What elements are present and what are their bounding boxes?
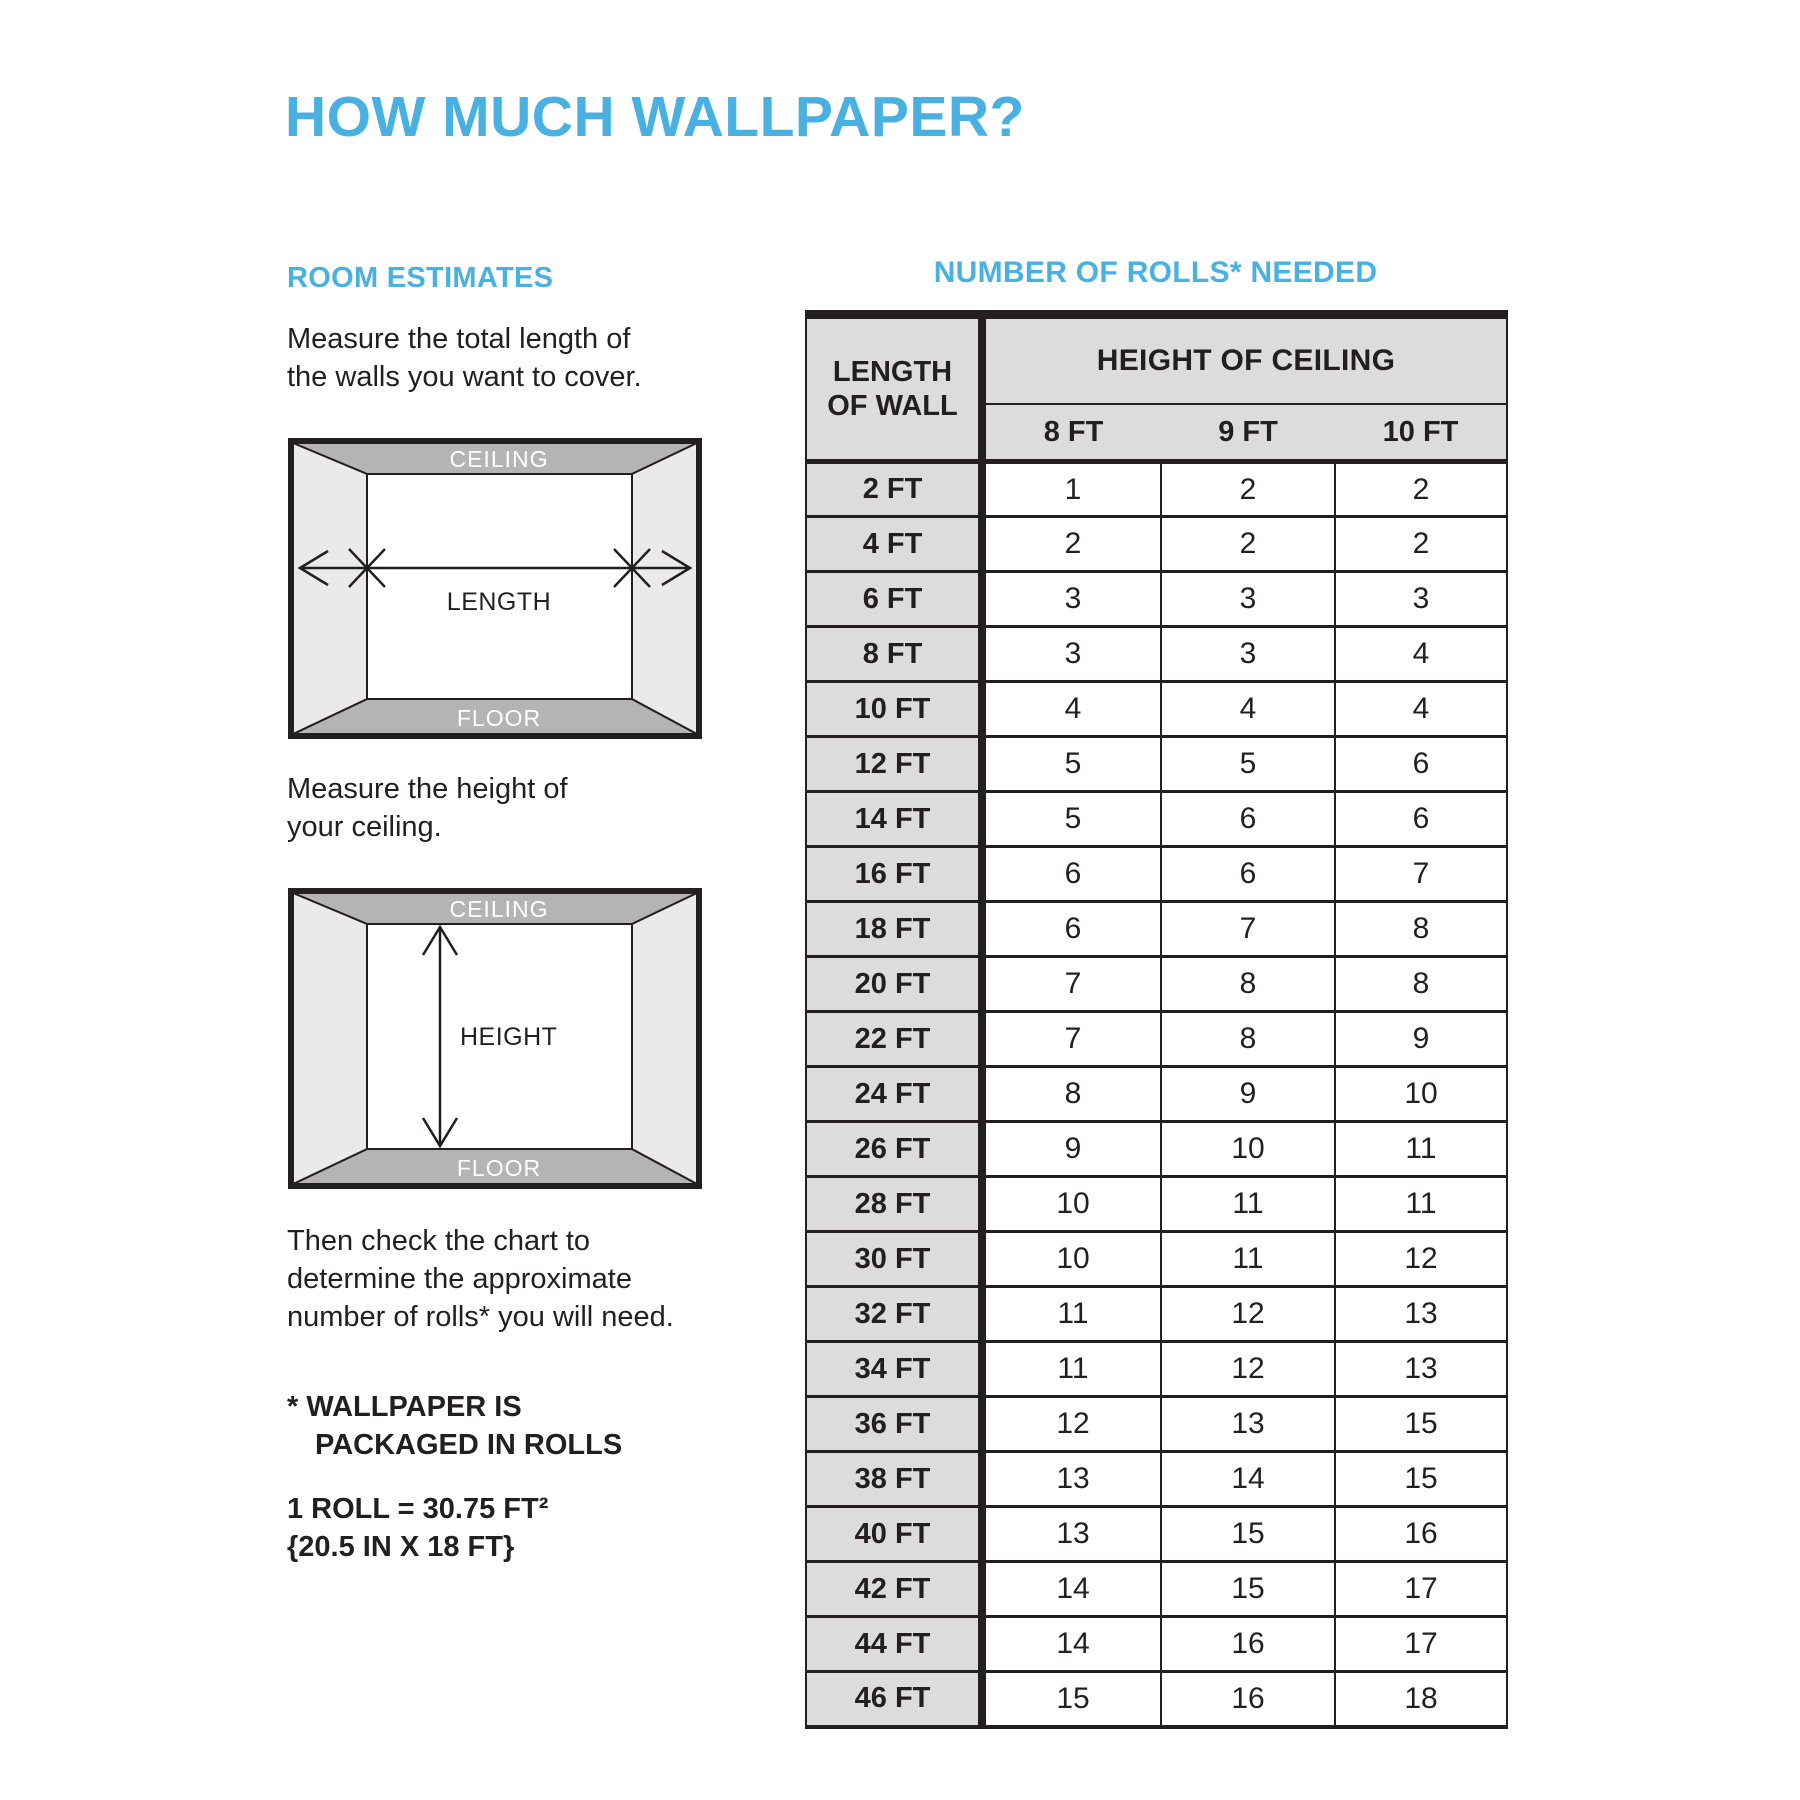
row-label: 32 FT (806, 1287, 982, 1342)
room-diagram-length (288, 438, 702, 739)
table-row (806, 1397, 1507, 1452)
row-label: 2 FT (806, 462, 982, 517)
rolls-cell: 4 (982, 682, 1161, 737)
table-row (806, 572, 1507, 627)
rolls-cell: 6 (982, 902, 1161, 957)
table-row (806, 1342, 1507, 1397)
back-wall-face (367, 474, 632, 699)
row-label: 16 FT (806, 847, 982, 902)
rolls-cell: 6 (1335, 792, 1507, 847)
rolls-cell: 11 (1335, 1122, 1507, 1177)
length-label: LENGTH (446, 588, 552, 616)
step-measure-length (287, 320, 642, 396)
table-row (806, 1012, 1507, 1067)
step-line: Measure the height of (287, 773, 568, 805)
ceiling-caption: CEILING (449, 896, 549, 922)
table-row (806, 1177, 1507, 1232)
table-row (806, 1067, 1507, 1122)
col-header-9ft: 9 FT (1161, 404, 1335, 462)
table-row (806, 1232, 1507, 1287)
rolls-cell: 17 (1335, 1617, 1507, 1672)
row-label: 14 FT (806, 792, 982, 847)
roll-spec-line: 1 ROLL = 30.75 FT² (287, 1493, 549, 1525)
rolls-cell: 11 (982, 1287, 1161, 1342)
table-row (806, 792, 1507, 847)
rolls-cell: 8 (1161, 1012, 1335, 1067)
floor-caption: FLOOR (456, 1155, 542, 1181)
step-line: number of rolls* you will need. (287, 1301, 674, 1333)
rolls-cell: 4 (1161, 682, 1335, 737)
row-label: 42 FT (806, 1562, 982, 1617)
rolls-cell: 3 (982, 572, 1161, 627)
rolls-cell: 9 (1161, 1067, 1335, 1122)
step-line: Then check the chart to (287, 1225, 591, 1257)
row-label: 12 FT (806, 737, 982, 792)
roll-spec-line: {20.5 IN X 18 FT} (287, 1531, 515, 1563)
rolls-cell: 6 (1335, 737, 1507, 792)
table-row (806, 1122, 1507, 1177)
rolls-cell: 15 (1335, 1397, 1507, 1452)
rolls-cell: 3 (1161, 572, 1335, 627)
row-axis-label: LENGTH OF WALL (806, 315, 982, 462)
rolls-cell: 10 (982, 1232, 1161, 1287)
rolls-cell: 3 (982, 627, 1161, 682)
rolls-cell: 6 (982, 847, 1161, 902)
row-label: 24 FT (806, 1067, 982, 1122)
rolls-cell: 14 (1161, 1452, 1335, 1507)
rolls-cell: 18 (1335, 1672, 1507, 1727)
rolls-cell: 15 (1161, 1507, 1335, 1562)
table-row (806, 847, 1507, 902)
rolls-cell: 6 (1161, 847, 1335, 902)
col-axis-label: HEIGHT OF CEILING (982, 315, 1507, 405)
step-line: determine the approximate (287, 1263, 632, 1295)
table-row (806, 902, 1507, 957)
rolls-cell: 5 (1161, 737, 1335, 792)
rolls-cell: 9 (1335, 1012, 1507, 1067)
rolls-cell: 11 (1161, 1232, 1335, 1287)
rolls-cell: 12 (1161, 1287, 1335, 1342)
row-label: 6 FT (806, 572, 982, 627)
rolls-cell: 8 (1161, 957, 1335, 1012)
left-wall-face (293, 893, 367, 1184)
right-wall-face (632, 443, 697, 734)
row-label: 4 FT (806, 517, 982, 572)
row-label: 20 FT (806, 957, 982, 1012)
row-label: 40 FT (806, 1507, 982, 1562)
rolls-cell: 10 (1161, 1122, 1335, 1177)
rolls-cell: 13 (1161, 1397, 1335, 1452)
rolls-cell: 11 (1161, 1177, 1335, 1232)
row-label: 22 FT (806, 1012, 982, 1067)
col-header-8ft: 8 FT (982, 404, 1161, 462)
rolls-cell: 12 (1161, 1342, 1335, 1397)
rolls-cell: 5 (982, 737, 1161, 792)
rolls-cell: 13 (1335, 1287, 1507, 1342)
step-line: your ceiling. (287, 811, 442, 843)
rolls-cell: 7 (982, 957, 1161, 1012)
step-line: the walls you want to cover. (287, 361, 642, 393)
step-measure-height (287, 770, 568, 846)
roll-spec (287, 1490, 548, 1566)
row-label: 10 FT (806, 682, 982, 737)
rolls-cell: 8 (982, 1067, 1161, 1122)
step-line: Measure the total length of (287, 323, 631, 355)
row-label: 46 FT (806, 1672, 982, 1727)
table-row (806, 957, 1507, 1012)
rolls-table-heading: NUMBER OF ROLLS* NEEDED (933, 256, 1378, 289)
rolls-cell: 5 (982, 792, 1161, 847)
table-row (806, 737, 1507, 792)
rolls-cell: 1 (982, 462, 1161, 517)
rolls-cell: 11 (982, 1342, 1161, 1397)
rolls-cell: 2 (1335, 517, 1507, 572)
rolls-cell: 8 (1335, 902, 1507, 957)
rolls-cell: 7 (982, 1012, 1161, 1067)
rolls-cell: 12 (1335, 1232, 1507, 1287)
rolls-cell: 10 (982, 1177, 1161, 1232)
row-label: 28 FT (806, 1177, 982, 1232)
rolls-cell: 12 (982, 1397, 1161, 1452)
rolls-cell: 8 (1335, 957, 1507, 1012)
rolls-cell: 13 (1335, 1342, 1507, 1397)
rolls-cell: 15 (1161, 1562, 1335, 1617)
floor-caption: FLOOR (456, 705, 542, 731)
left-wall-face (293, 443, 367, 734)
row-label: 18 FT (806, 902, 982, 957)
rolls-cell: 2 (1161, 517, 1335, 572)
rolls-cell: 14 (982, 1617, 1161, 1672)
footnote-line: * WALLPAPER IS (287, 1391, 522, 1423)
table-row (806, 517, 1507, 572)
rolls-cell: 13 (982, 1507, 1161, 1562)
row-label: 44 FT (806, 1617, 982, 1672)
rolls-cell: 3 (1335, 572, 1507, 627)
rolls-cell: 15 (982, 1672, 1161, 1727)
rolls-cell: 2 (982, 517, 1161, 572)
rolls-cell: 13 (982, 1452, 1161, 1507)
page-title: HOW MUCH WALLPAPER? (285, 85, 1025, 149)
table-row (806, 1452, 1507, 1507)
row-label: 30 FT (806, 1232, 982, 1287)
rolls-cell: 4 (1335, 627, 1507, 682)
table-row (806, 1287, 1507, 1342)
rolls-cell: 4 (1335, 682, 1507, 737)
rolls-cell: 15 (1335, 1452, 1507, 1507)
table-row (806, 1562, 1507, 1617)
col-header-10ft: 10 FT (1335, 404, 1507, 462)
row-label: 26 FT (806, 1122, 982, 1177)
table-row (806, 1617, 1507, 1672)
height-label: HEIGHT (460, 1023, 558, 1051)
room-diagram-height (288, 888, 702, 1189)
rolls-cell: 7 (1161, 902, 1335, 957)
rolls-table-body (806, 462, 1507, 1727)
room-estimates-heading: ROOM ESTIMATES (287, 262, 554, 294)
table-row (806, 1507, 1507, 1562)
row-label: 36 FT (806, 1397, 982, 1452)
rolls-cell: 2 (1161, 462, 1335, 517)
table-row (806, 1672, 1507, 1727)
rolls-cell: 3 (1161, 627, 1335, 682)
row-label: 38 FT (806, 1452, 982, 1507)
right-wall-face (632, 893, 697, 1184)
rolls-cell: 14 (982, 1562, 1161, 1617)
table-header-row (806, 315, 1507, 405)
footnote-line: PACKAGED IN ROLLS (315, 1429, 623, 1461)
rolls-table (805, 310, 1508, 1729)
rolls-cell: 16 (1161, 1617, 1335, 1672)
rolls-cell: 16 (1335, 1507, 1507, 1562)
rolls-cell: 7 (1335, 847, 1507, 902)
table-row (806, 462, 1507, 517)
table-row (806, 682, 1507, 737)
wallpaper-rolls-footnote (287, 1388, 622, 1464)
rolls-cell: 10 (1335, 1067, 1507, 1122)
step-check-chart (287, 1222, 674, 1336)
rolls-cell: 9 (982, 1122, 1161, 1177)
rolls-cell: 2 (1335, 462, 1507, 517)
rolls-cell: 17 (1335, 1562, 1507, 1617)
rolls-cell: 6 (1161, 792, 1335, 847)
row-label: 34 FT (806, 1342, 982, 1397)
row-label: 8 FT (806, 627, 982, 682)
rolls-cell: 16 (1161, 1672, 1335, 1727)
ceiling-caption: CEILING (449, 446, 549, 472)
rolls-cell: 11 (1335, 1177, 1507, 1232)
table-row (806, 627, 1507, 682)
